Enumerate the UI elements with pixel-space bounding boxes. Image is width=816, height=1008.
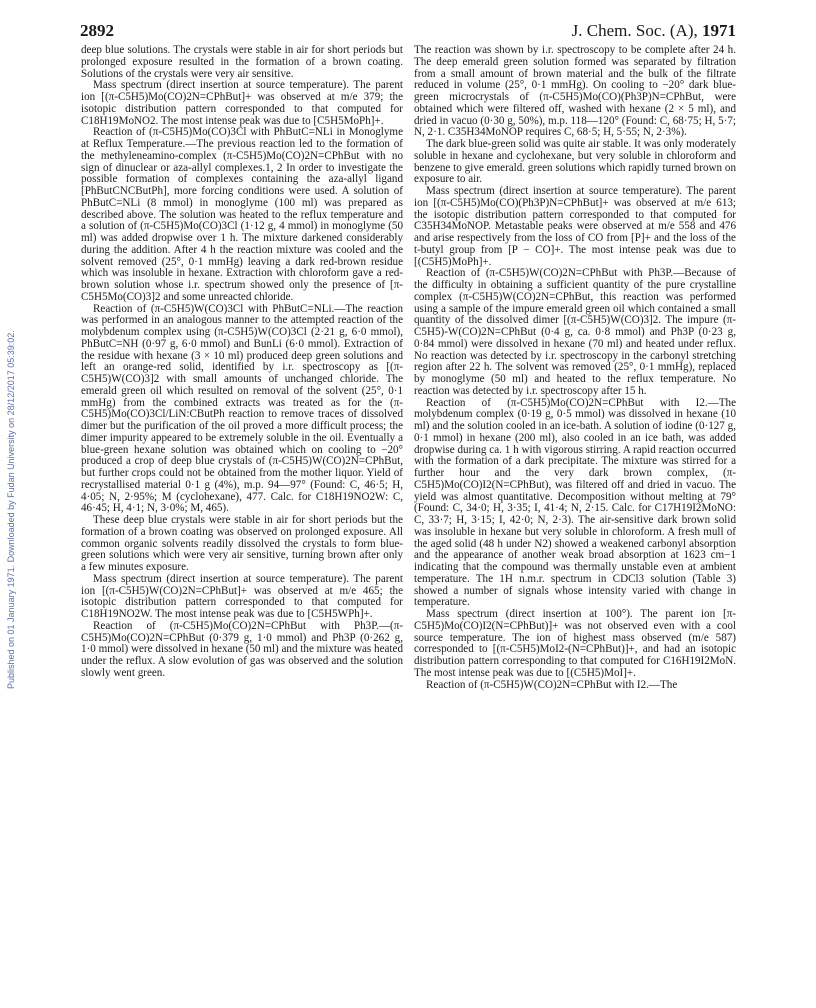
paragraph: deep blue solutions. The crystals were stable in air for short periods but prolonged exposure resulted in the formation of a brown coating. Solutions of the crystals were very air sensitive. xyxy=(81,44,403,80)
page-number: 2892 xyxy=(80,21,114,40)
journal-name: J. Chem. Soc. (A), xyxy=(571,21,698,40)
paragraph: Mass spectrum (direct insertion at source temperature). The parent ion [(π-C5H5)W(CO)2N=CPhBut]+ was observed at m/e 465; the isotopic distribution pattern corresponded to that computed for C18H19NO2W. The most intense peak was due to [C5H5WPh]+. xyxy=(81,572,403,620)
paragraph: Mass spectrum (direct insertion at source temperature). The parent ion [(π-C5H5)Mo(CO)2N=CPhBut]+ was observed at m/e 379; the isotopic distribution pattern corresponded to that computed for C18H19MoNO2. The most intense peak was due to [C5H5MoPh]+. xyxy=(81,79,403,127)
journal-header xyxy=(572,21,736,41)
paragraph: Reaction of (π-C5H5)Mo(CO)3Cl with PhButC=NLi in Monoglyme at Reflux Temperature.—The previous reaction led to the formation of the methyleneamino-complex (π-C5H5)Mo(CO)2N=CPhBut with no sign of dinuclear or aza-allyl complexes.1, 2 In order to investigate the possible formation of complexes containing the aza-allyl ligand [PhButCNCButPh], more forcing conditions were used. A solution of PhButC=NLi (8 mmol) in monoglyme (100 ml) was prepared as described above. The solution was heated to the reflux temperature and a solution of (π-C5H5)Mo(CO)3Cl (1·12 g, 4 mmol) in monoglyme (50 ml) was added dropwise over 1 h. The mixture darkened considerably during the addition. After 4 h the reaction mixture was cooled and the solvent removed (25°, 0·1 mmHg) leaving a dark red-brown residue which was insoluble in hexane. Extraction with chloroform gave a red-brown solution whose i.r. spectrum showed only the presence of [π-C5H5Mo(CO)3]2 and some unreacted chloride. xyxy=(81,126,403,303)
paragraph: The dark blue-green solid was quite air stable. It was only moderately soluble in hexane and cyclohexane, but very soluble in chloroform and benzene to give emerald. green solutions which rapidly turned brown on exposure to air. xyxy=(414,138,736,186)
paragraph: Mass spectrum (direct insertion at source temperature). The parent ion [(π-C5H5)Mo(CO)(Ph3P)N=CPhBut]+ was observed at m/e 613; the isotopic distribution pattern corresponded to that computed for C35H34MoNOP. Metastable peaks were observed at m/e 558 and 476 and arise respectively from the loss of CO from [P]+ and the loss of the t-butyl group from [P − CO]+. The most intense peak was due to [(C5H5)MoPh]+. xyxy=(414,185,736,268)
left-column xyxy=(81,45,403,680)
paragraph: Reaction of (π-C5H5)Mo(CO)2N=CPhBut with Ph3P.—(π-C5H5)Mo(CO)2N=CPhBut (0·379 g, 1·0 mmol) and Ph3P (0·262 g, 1·0 mmol) were dissolved in hexane (50 ml) and the mixture was heated under the reflux. A slow evolution of gas was observed and the solution slowly went green. xyxy=(81,619,403,679)
paragraph: Reaction of (π-C5H5)Mo(CO)2N=CPhBut with I2.—The molybdenum complex (0·19 g, 0·5 mmol) was dissolved in hexane (10 ml) and the solution cooled in an ice-bath. A solution of iodine (0·127 g, 0·1 mmol) in hexane (200 ml), also cooled in an ice bath, was added dropwise during ca. 1 h with vigorous stirring. A rapid reaction occurred with the formation of a dark precipitate. The mixture was stirred for a further hour and the very dark brown complex, (π-C5H5)Mo(CO)I2(N=CPhBut), was filtered off and dried in vacuo. The yield was almost quantitative. Decomposition without melting at 79° (Found: C, 34·0; H, 3·35; I, 41·4; N, 2·15. Calc. for C17H19I2MoNO: C, 33·7; H, 3·15; I, 42·0; N, 2·3). The air-sensitive dark brown solid was insoluble in hexane but very soluble in chloroform. A fresh mull of the aged solid (48 h under N2) showed a weakened carbonyl absorption and the appearance of another weak broad absorption at 1623 cm−1 indicating that the compound was thermally unstable even at ambient temperature. The 1H n.m.r. spectrum in CDCl3 solution (Table 3) showed a number of signals whose intensity varied with change in temperature. xyxy=(414,396,736,609)
paragraph: These deep blue crystals were stable in air for short periods but the formation of a brown coating was observed on prolonged exposure. All common organic solvents readily dissolved the crystals to form blue-green solutions which were very air sensitive, turning brown after only a few minutes exposure. xyxy=(81,514,403,573)
paragraph: Mass spectrum (direct insertion at 100°). The parent ion [π-C5H5)Mo(CO)I2(N=CPhBut)]+ was not observed even with a cool source temperature. The ion of highest mass observed (m/e 587) corresponded to [(π-C5H5)MoI2-(N=CPhBut)]+, and had an isotopic distribution pattern corresponding to that computed for C16H19I2MoN. The most intense peak was due to [(C5H5)MoI]+. xyxy=(414,608,736,679)
right-column xyxy=(414,45,736,691)
paragraph: The reaction was shown by i.r. spectroscopy to be complete after 24 h. The deep emerald green solution formed was separated by filtration from a small amount of brown material and the bulk of the filtrate reduced in volume (25°, 0·1 mmHg). On cooling to −20° dark blue-green microcrystals of (π-C5H5)Mo(CO)(Ph3P)N=CPhBut, were obtained which were filtered off, washed with hexane (2 × 5 ml), and dried in vacuo (0·30 g, 50%), m.p. 118—120° (Found: C, 68·75; H, 5·7; N, 2·1. C35H34MoNOP requires C, 68·5; H, 5·55; N, 2·3%). xyxy=(414,44,736,139)
journal-year: 1971 xyxy=(702,21,736,40)
paragraph: Reaction of (π-C5H5)W(CO)2N=CPhBut with Ph3P.—Because of the difficulty in obtaining a sufficient quantity of the pure crystalline complex (π-C5H5)W(CO)2N=CPhBut, this reaction was performed using a sample of the impure emerald green oil which contained a small quantity of the dissolved dimer [(π-C5H5)W(CO)3]2. The impure (π-C5H5)-W(CO)2N=CPhBut (0·4 g, ca. 0·8 mmol) and Ph3P (0·23 g, 0·84 mmol) were dissolved in hexane (70 ml) and heated under reflux. No reaction was detected by i.r. spectroscopy in the carbonyl stretching region after 22 h. The solvent was removed (25°, 0·1 mmHg), replaced by monoglyme (50 ml) and heated to the reflux temperature. No reaction was detected by i.r. spectroscopy after 15 h. xyxy=(414,267,736,397)
paragraph: Reaction of (π-C5H5)W(CO)3Cl with PhButC=NLi.—The reaction was performed in an analogous manner to the attempted reaction of the molybdenum complex using (π-C5H5)W(CO)3Cl (2·21 g, 6·0 mmol), PhButC=NH (0·97 g, 6·0 mmol) and BunLi (6·0 mmol). Extraction of the residue with hexane (3 × 10 ml) produced deep green solutions and left an orange-red solid, identified by i.r. spectroscopy as [(π-C5H5)W(CO)3]2 with small amounts of unchanged chloride. The emerald green oil which resulted on removal of the solvent (25°, 0·1 mmHg) from the combined extracts was treated as for the (π-C5H5)Mo(CO)3Cl/LiN:CButPh reaction to remove traces of dissolved dimer but the purification of the oil proved a more difficult process; the dimer impurity appeared to be extremely soluble in the oil. Eventually a blue-green hexane solution was obtained which on cooling to −20° produced a crop of deep blue crystals of (π-C5H5)W(CO)2N=CPhBut, but further crops could not be obtained from the mother liquor. Yield of recrystallised material 0·1 g (4%), m.p. 94—97° (Found: C, 46·5; H, 4·05; N, 2·95%; M (cyclohexane), 477. Calc. for C18H19NO2W: C, 46·45; H, 4·1; N, 3·0%; M, 465). xyxy=(81,302,403,515)
paragraph: Reaction of (π-C5H5)W(CO)2N=CPhBut with I2.—The xyxy=(426,678,678,691)
download-notice[interactable]: Published on 01 January 1971. Downloaded by Fudan University on 28/12/2017 05:39:02. xyxy=(6,330,16,690)
